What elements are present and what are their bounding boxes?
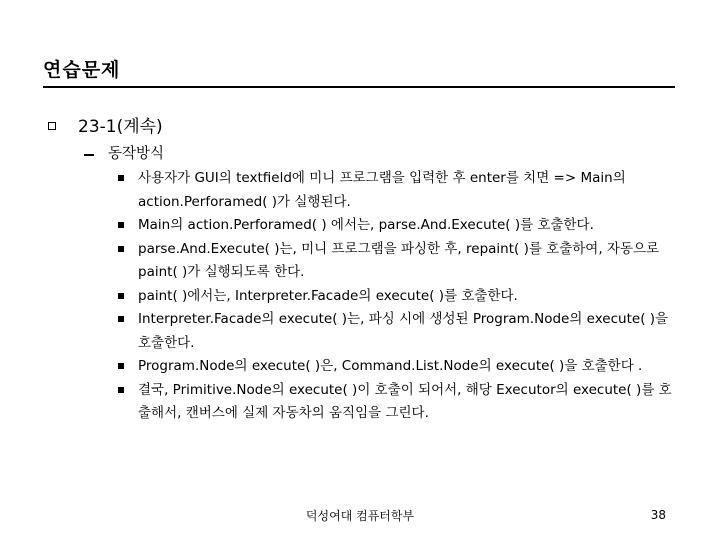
list-item-text: Main의 action.Perforamed( ) 에서는, parse.And.Execute( )를 호출한다. xyxy=(138,217,594,233)
dash-bullet-icon xyxy=(84,154,94,156)
list-item-text: Program.Node의 execute( )은, Command.List.Node의 execute( )을 호출한다 . xyxy=(138,358,643,374)
list-item-text: paint( )에서는, Interpreter.Facade의 execute( )를 호출한다. xyxy=(138,287,518,304)
section-heading: 23-1(계속) xyxy=(78,117,163,137)
page-number: 38 xyxy=(650,508,666,522)
footer-org: 덕성여대 컴퓨터학부 xyxy=(305,509,415,523)
list-item xyxy=(118,285,683,309)
list-item xyxy=(118,379,683,426)
step-list xyxy=(118,167,683,426)
list-item xyxy=(118,214,683,238)
square-bullet-icon xyxy=(118,175,124,181)
list-item-text: parse.And.Execute( )는, 미니 프로그램을 파싱한 후, repaint( )를 호출하여, 자동으로 paint( )가 실행되도록 한다. xyxy=(138,240,660,280)
list-item-text: 결국, Primitive.Node의 execute( )이 호출이 되어서, 해당 Executor의 execute( )를 호출해서, 캔버스에 실제 자동차의 움직임을 그린다. xyxy=(138,381,672,421)
square-bullet-icon xyxy=(118,316,124,322)
title-divider xyxy=(43,86,675,88)
subheading: 동작방식 xyxy=(108,146,165,162)
square-outline-bullet-icon xyxy=(48,122,56,130)
subheading-row xyxy=(84,142,164,163)
square-bullet-icon xyxy=(118,293,124,299)
slide-title: 연습문제 xyxy=(43,59,121,81)
section-heading-row xyxy=(48,112,163,137)
list-item xyxy=(118,308,683,355)
list-item xyxy=(118,167,683,214)
square-bullet-icon xyxy=(118,222,124,228)
list-item-text: 사용자가 GUI의 textfield에 미니 프로그램을 입력한 후 enter를 치면 => Main의 action.Perforamed( )가 실행된다. xyxy=(138,170,626,210)
list-item-text: Interpreter.Facade의 execute( )는, 파싱 시에 생성된 Program.Node의 execute( )을 호출한다. xyxy=(138,311,669,351)
list-item xyxy=(118,238,683,285)
square-bullet-icon xyxy=(118,363,124,369)
square-bullet-icon xyxy=(118,246,124,252)
square-bullet-icon xyxy=(118,387,124,393)
list-item xyxy=(118,355,683,379)
